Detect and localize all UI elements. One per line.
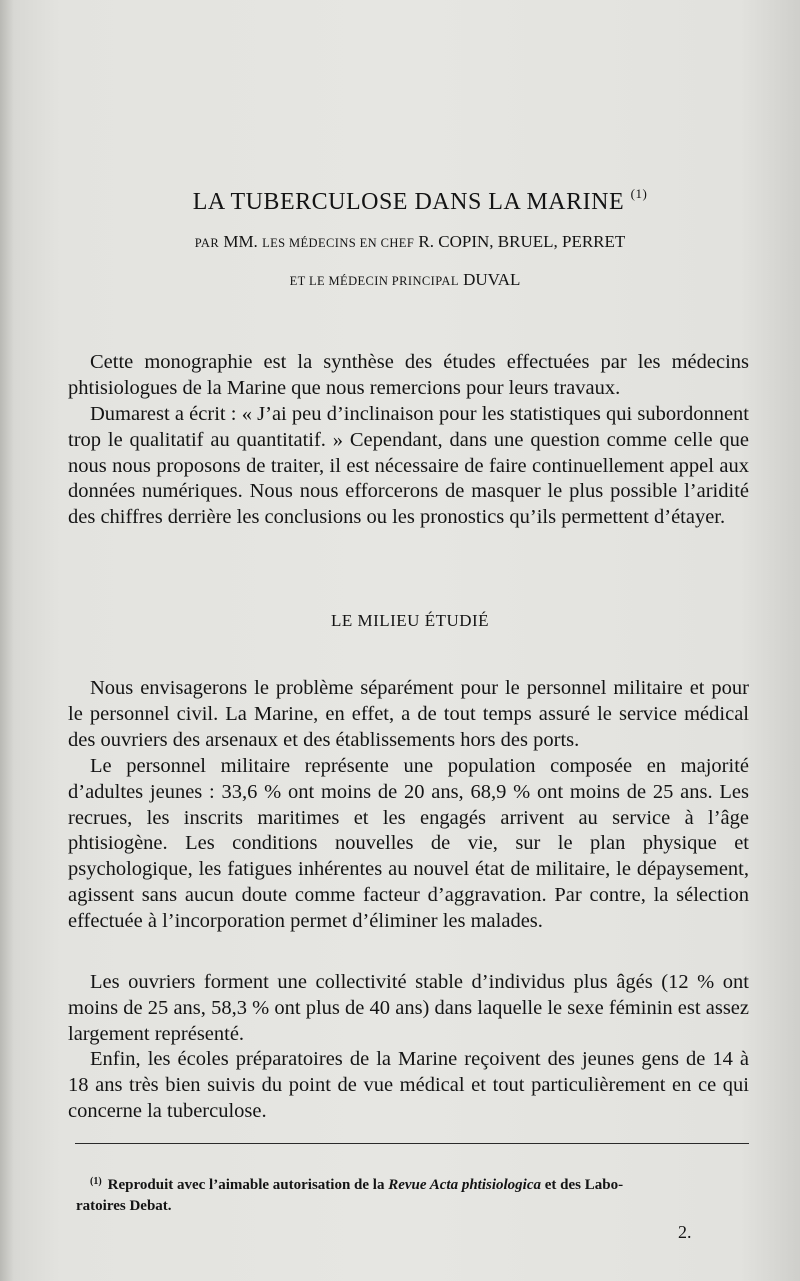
body-paragraph: Le personnel militaire représente une population composée en majorité d’adultes jeunes : 33,6 % ont moins de 20 ans, 68,9 % ont moins de 25 ans. Les recrues, les inscrits maritimes et les engagés arrivent au service à l’âge phtisiogène. Les conditions nouvelles de vie, sur le plan physique et psychologique, les fatigues inhérentes au nouvel état de militaire, le dépaysement, agissent sans aucun doute comme facteur d’aggravation. Par contre, la sélection effectuée à l’incorporation permet d’éliminer les malades.: [68, 755, 749, 932]
authors-line-1: [0, 232, 800, 252]
authors-name-2: DUVAL: [463, 270, 521, 289]
authors-names: R. COPIN, BRUEL, PERRET: [418, 232, 626, 251]
authors-role: LES MÉDECINS EN CHEF: [262, 236, 415, 250]
article-title: [0, 186, 800, 216]
body-paragraph: Enfin, les écoles préparatoires de la Marine reçoivent des jeunes gens de 14 à 18 ans très bien suivis du point de vue médical et tout particulièrement en ce qui concerne la tuberculose.: [68, 1048, 749, 1122]
footnote-mark: (1): [90, 1176, 102, 1187]
footnote-rule: [75, 1143, 749, 1144]
intro-paragraph: Dumarest a écrit : « J’ai peu d’inclinaison pour les statistiques qui subordonnent trop le qualitatif au quantitatif. » Cependant, dans une question comme celle que nous nous proposons de traiter, il est nécessaire de faire continuellement appel aux données numériques. Nous nous efforcerons de masquer le plus possible l’aridité des chiffres derrière les conclusions ou les pronostics qu’ils permettent d’étayer.: [68, 403, 749, 529]
article-title-text: LA TUBERCULOSE DANS LA MARINE: [192, 189, 625, 215]
authors-line-2: [0, 270, 800, 290]
footnote: [76, 1171, 750, 1217]
footnote-continuation: ratoires Debat.: [76, 1198, 172, 1214]
page-number: 2.: [678, 1222, 692, 1242]
footnote-text-after: et des Labo-: [544, 1177, 624, 1193]
footnote-journal: Revue Acta phtisiologica: [388, 1177, 541, 1193]
body-paragraph: Les ouvriers forment une collectivité stable d’individus plus âgés (12 % ont moins de 25 ans, 58,3 % ont plus de 40 ans) dans laquelle le sexe féminin est assez largement représenté.: [68, 971, 749, 1045]
footnote-text-before: Reproduit avec l’aimable autorisation de la: [107, 1177, 385, 1193]
authors-mm: MM.: [223, 232, 258, 251]
authors-prefix: PAR: [194, 236, 220, 250]
body-paragraph: Nous envisagerons le problème séparément pour le personnel militaire et pour le personnel civil. La Marine, en effet, a de tout temps assuré le service médical des ouvriers des arsenaux et des établissements hors des ports.: [68, 677, 749, 751]
title-footnote-ref: (1): [630, 186, 648, 201]
authors-role-2: ET LE MÉDECIN PRINCIPAL: [289, 274, 459, 288]
section-heading: LE MILIEU ÉTUDIÉ: [330, 611, 490, 630]
intro-paragraph: Cette monographie est la synthèse des études effectuées par les médecins phtisiologues de la Marine que nous remercions pour leurs travaux.: [68, 351, 749, 399]
